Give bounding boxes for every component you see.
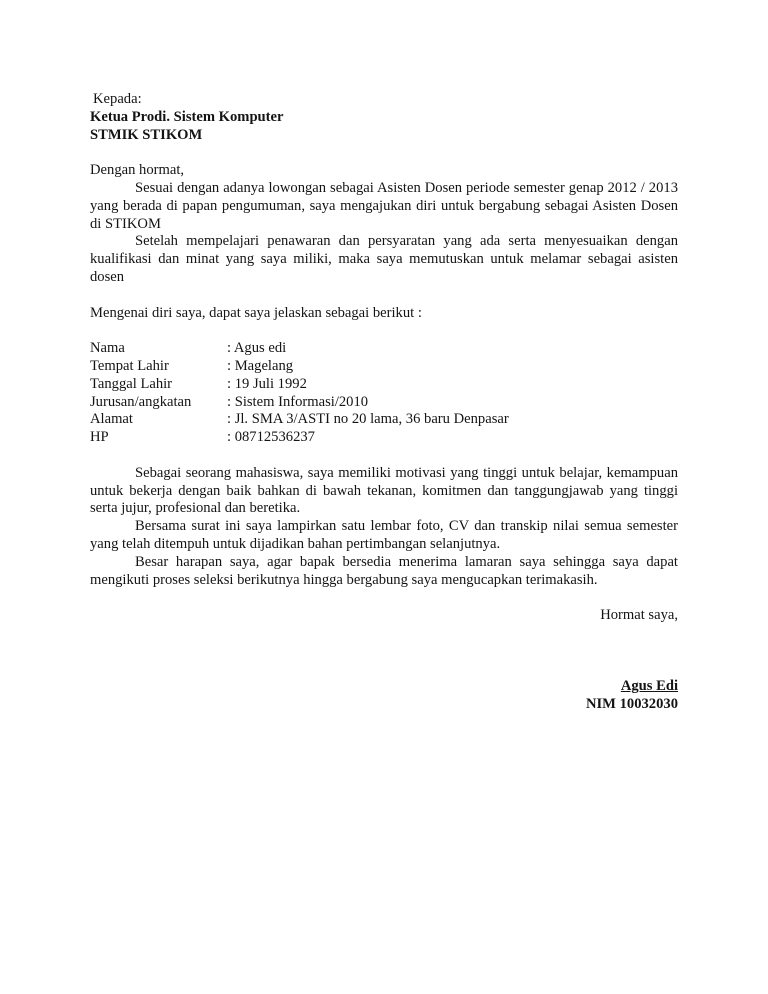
info-value: : 08712536237 [227,429,315,446]
spacer [90,661,678,679]
paragraph-decision-text: Setelah mempelajari penawaran dan persyaratan yang ada serta menyesuaikan dengan kualifikasi dan minat yang saya miliki, maka saya memutuskan untuk melamar sebagai asisten dosen [90,233,678,285]
paragraph-hope [90,554,678,590]
info-row-tanggal-lahir [90,376,678,394]
info-row-jurusan [90,394,678,412]
spacer [90,589,678,607]
signer-nim: NIM 10032030 [585,696,678,713]
info-label: HP [90,429,109,446]
spacer [90,625,678,643]
personal-info-table [90,340,678,447]
paragraph-attachment-text: Bersama surat ini saya lampirkan satu lembar foto, CV dan transkip nilai semua semester yang telah ditempuh untuk dijadikan bahan pertimbangan selanjutnya. [90,518,678,552]
paragraph-vacancy-text: Sesuai dengan adanya lowongan sebagai Asisten Dosen periode semester genap 2012 / 2013 yang berada di papan pengumuman, saya mengajukan diri untuk bergabung sebagai Asisten Dosen di STIKOM [90,179,678,232]
paragraph-motivation-text: Sebagai seorang mahasiswa, saya memiliki motivasi yang tinggi untuk belajar, kemampuan untuk bekerja dengan baik bahkan di bawah tekanan, komitmen dan tanggungjawab yang tinggi serta jujur, profesional dan beretika. [90,464,678,517]
paragraph-motivation [90,465,678,518]
info-value: : Jl. SMA 3/ASTI no 20 lama, 36 baru Denpasar [227,411,509,428]
spacer [90,144,678,162]
spacer [90,447,678,465]
info-label: Alamat [90,411,133,428]
paragraph-attachment [90,518,678,554]
info-value: : 19 Juli 1992 [227,375,307,392]
info-label: Tempat Lahir [90,357,169,374]
recipient-institution: STMIK STIKOM [90,126,203,143]
paragraph-hope-text: Besar harapan saya, agar bapak bersedia menerima lamaran saya sehingga saya dapat mengikuti proses seleksi berikutnya hingga bergabung saya mengucapkan terimakasih. [90,553,678,588]
info-value: : Agus edi [227,340,287,357]
info-value: : Magelang [227,357,294,374]
info-value: : Sistem Informasi/2010 [227,393,369,410]
info-label: Nama [90,340,125,357]
paragraph-decision [90,233,678,286]
info-row-nama [90,340,678,358]
signer-name-text: Agus Edi [620,678,678,695]
spacer [90,287,678,305]
signer-name [90,678,678,696]
info-row-tempat-lahir [90,358,678,376]
info-row-alamat [90,411,678,429]
info-intro: Mengenai diri saya, dapat saya jelaskan sebagai berikut : [90,304,422,321]
closing-regards: Hormat saya, [600,607,678,624]
spacer [90,322,678,340]
info-row-hp [90,429,678,447]
spacer [90,643,678,661]
recipient-to: Kepada: [93,91,142,107]
paragraph-vacancy [90,180,678,233]
info-label: Jurusan/angkatan [90,393,192,410]
greeting: Dengan hormat, [90,162,185,179]
recipient-title: Ketua Prodi. Sistem Komputer [90,108,284,125]
info-label: Tanggal Lahir [90,375,173,392]
letter-body [90,91,678,714]
